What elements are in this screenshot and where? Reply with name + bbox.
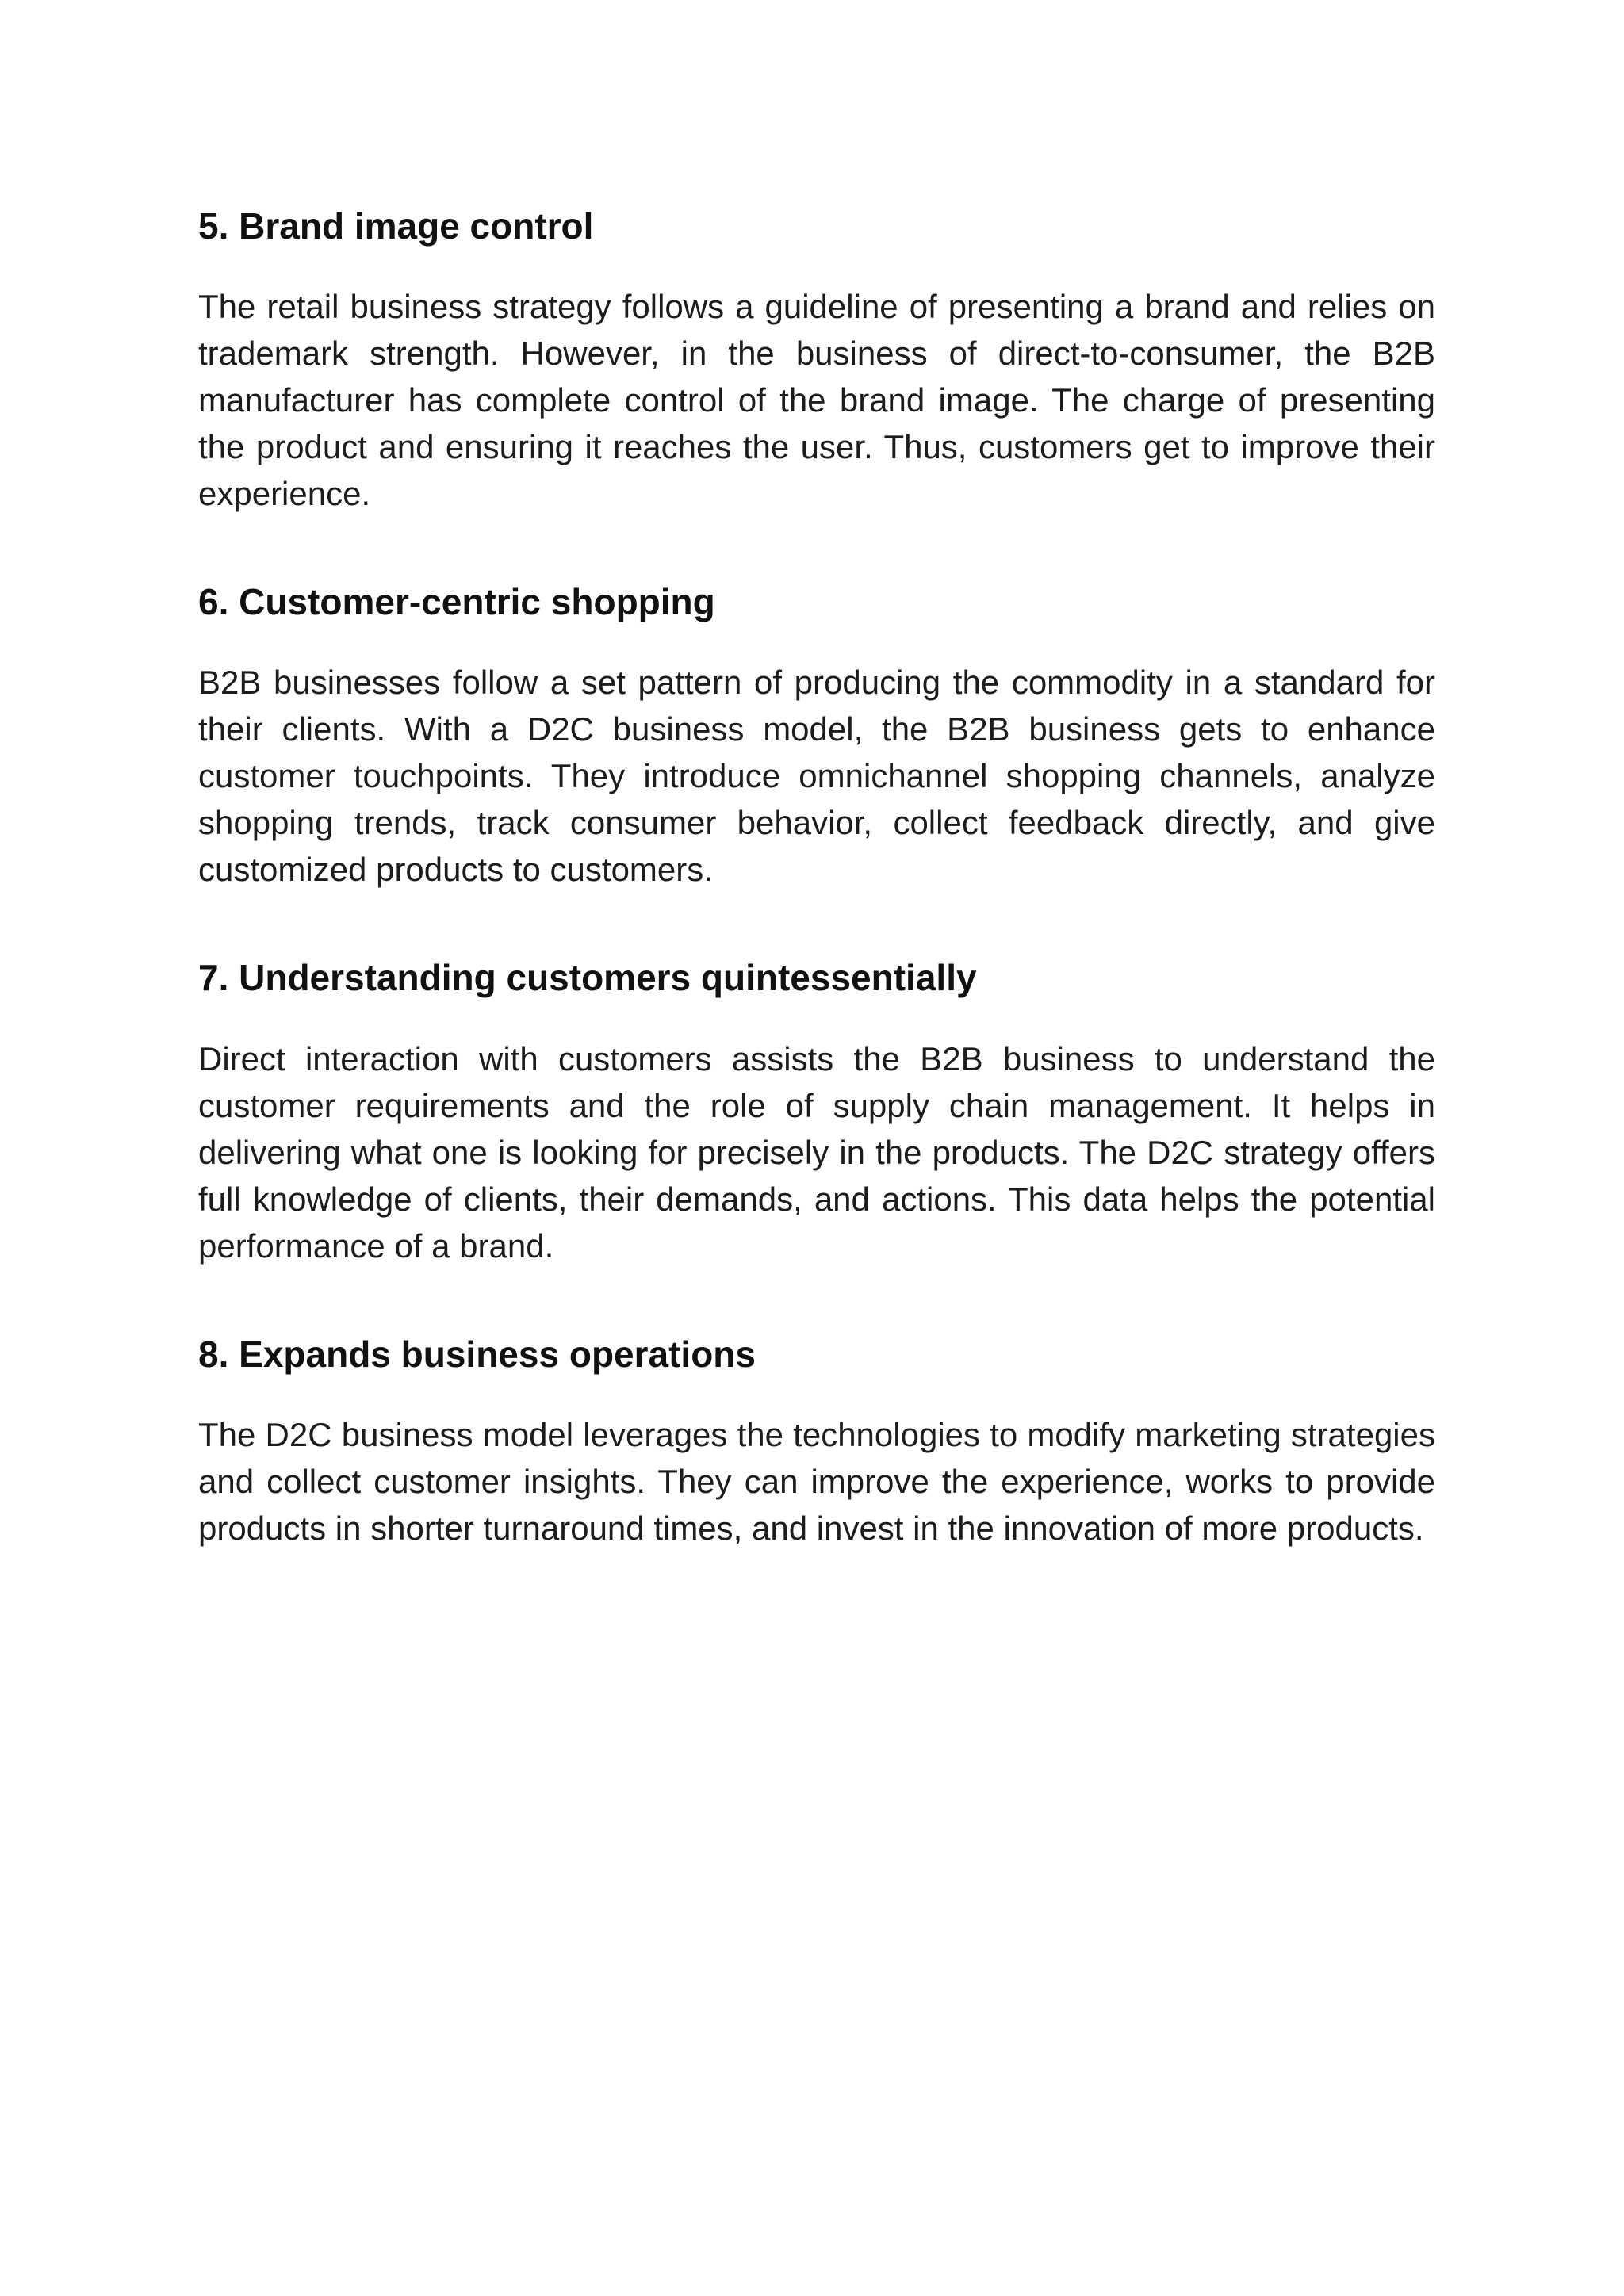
section-paragraph: The retail business strategy follows a guideline of presenting a brand and relies on trademark strength. However, in the business of direct-to-consumer, the B2B manufacturer has complete control of the brand image. The charge of presenting the product and ensuring it reaches the user. Thus, customers get to improve their experience.: [198, 288, 1435, 513]
section-brand-image-control: [198, 205, 1435, 517]
section-heading: 5. Brand image control: [198, 205, 594, 247]
section-expands-business-operations: [198, 1333, 1435, 1552]
section-paragraph: Direct interaction with customers assists the B2B business to understand the customer requirements and the role of supply chain management. It helps in delivering what one is looking for precisely in the products. The D2C strategy offers full knowledge of clients, their demands, and actions. This data helps the potential performance of a brand.: [198, 1039, 1435, 1265]
section-paragraph: The D2C business model leverages the technologies to modify marketing strategies and collect customer insights. They can improve the experience, works to provide products in shorter turnaround times, and invest in the innovation of more products.: [198, 1415, 1435, 1547]
section-understanding-customers: [198, 956, 1435, 1269]
document-page: [198, 205, 1435, 1615]
section-heading: 8. Expands business operations: [198, 1333, 756, 1375]
section-heading: 6. Customer-centric shopping: [198, 581, 715, 623]
section-paragraph: B2B businesses follow a set pattern of producing the commodity in a standard for their clients. With a D2C business model, the B2B business gets to enhance customer touchpoints. They introduce omnichannel shopping channels, analyze shopping trends, track consumer behavior, collect feedback directly, and give customized products to customers.: [198, 664, 1435, 889]
section-heading: 7. Understanding customers quintessentially: [198, 957, 977, 999]
section-customer-centric-shopping: [198, 580, 1435, 893]
